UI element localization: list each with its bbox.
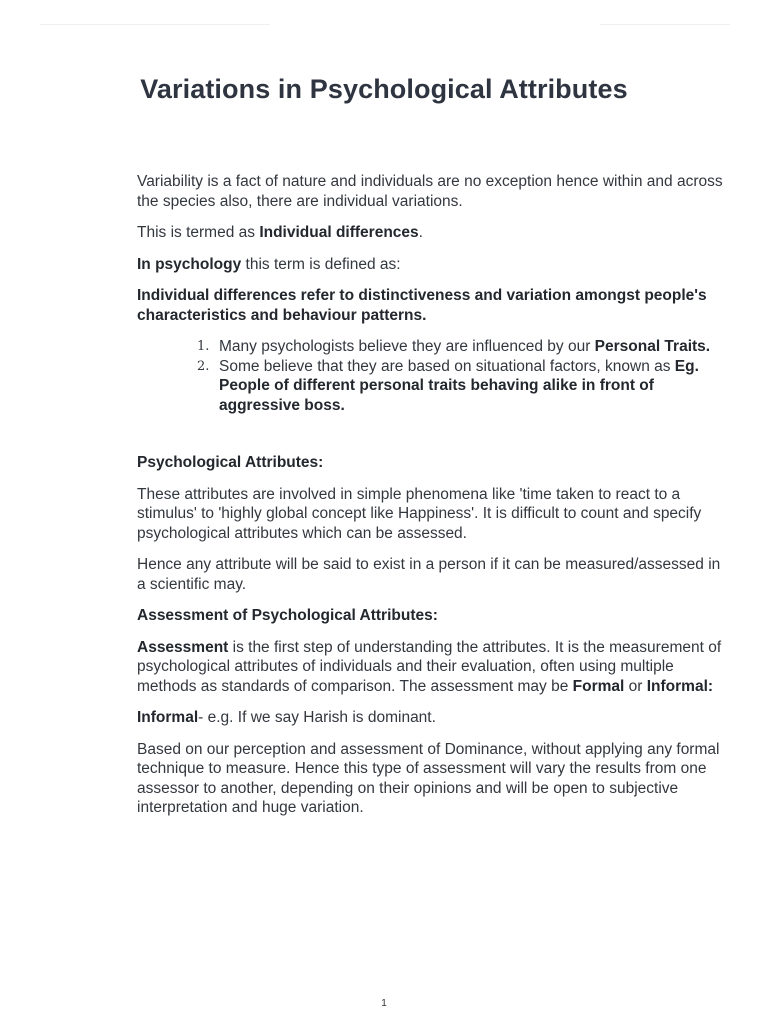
informal-bold: Informal: [646,677,714,695]
list-bold: Personal Traits. [594,338,711,355]
defined-paragraph [137,255,727,275]
assess-bold: Assessment [137,638,229,656]
intro-paragraph: Variability is a fact of nature and individuals are no exception hence within and across the species also, there are individual variations. [137,173,723,210]
assess-heading: Assessment of Psychological Attributes: [137,607,438,624]
or-text: or [624,677,647,695]
defined-bold: In psychology [137,255,242,273]
informal-text: - e.g. If we say Harish is dominant. [198,709,436,726]
definition-paragraph: Individual differences refer to distinctiveness and variation amongst people's characteristics and behaviour patterns. [137,287,707,324]
psych-heading: Psychological Attributes: [137,454,324,471]
scan-edge-right [600,24,730,25]
psych-paragraph: These attributes are involved in simple phenomena like 'time taken to react to a stimulus' to 'highly global concept like Happiness'. It is difficult to count and specify psychological attributes which can be assessed. [137,485,702,542]
traits-list [137,337,727,415]
informal-line [137,708,727,728]
list-number: 2. [197,358,210,374]
termed-bold: Individual differences [259,224,419,241]
defined-rest: this term is defined as: [241,255,401,273]
termed-suffix: . [418,224,423,241]
list-text: Many psychologists believe they are influenced by our [219,338,595,355]
termed-paragraph [137,223,727,243]
document-body [137,172,727,830]
list-item [137,357,727,416]
assess-text: is the first step of understanding the attributes. It is the measurement of psychological attributes of individuals and their evaluation, often using multiple methods as standards of comparison. The assessment may be [137,638,722,695]
list-text: Some believe that they are based on situational factors, known as [219,357,675,375]
section-spacer [137,427,727,453]
scan-edge-left [40,24,270,25]
list-bold: Eg. People of different personal traits behaving alike in front of aggressive boss. [219,357,699,414]
hence-paragraph: Hence any attribute will be said to exist in a person if it can be measured/assessed in a scientific may. [137,556,721,593]
assess-paragraph [137,638,727,697]
list-number: 1. [197,339,210,354]
page-title: Variations in Psychological Attributes [140,74,628,104]
informal-label: Informal [137,709,199,726]
termed-prefix: This is termed as [137,224,260,241]
formal-bold: Formal [572,677,625,695]
list-item [137,337,727,357]
page-number: 1 [381,998,387,1009]
based-paragraph: Based on our perception and assessment of Dominance, without applying any formal technique to measure. Hence this type of assessment will vary the results from one assessor to another, depending on their opinions and will be open to subjective interpretation and huge variation. [137,740,720,816]
